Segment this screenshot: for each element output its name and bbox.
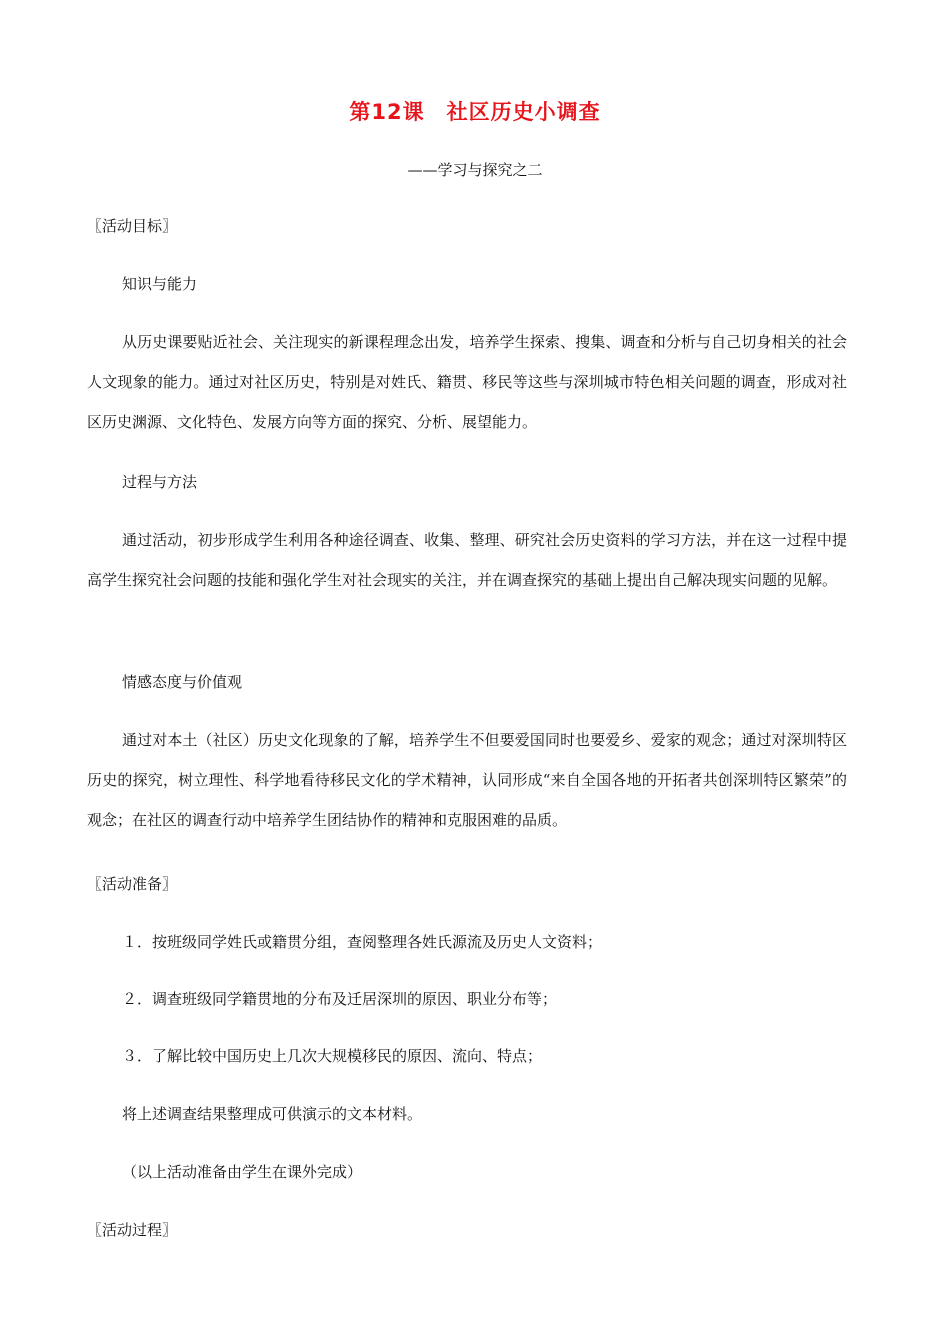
prep-note: （以上活动准备由学生在课外完成）: [122, 1163, 363, 1181]
section-heading-goal: 〖活动目标〗: [87, 217, 178, 235]
page-subtitle: ——学习与探究之二: [407, 161, 543, 179]
subheading-emotion: 情感态度与价值观: [122, 673, 243, 691]
section-heading-prep: 〖活动准备〗: [87, 875, 178, 893]
paragraph-method: 通过活动，初步形成学生利用各种途径调查、收集、整理、研究社会历史资料的学习方法，并在这一过程中提高学生探究社会问题的技能和强化学生对社会现实的关注，并在调查探究的基础上提出自己解决现实问题的见解。: [87, 531, 847, 589]
prep-item-3: ３．了解比较中国历史上几次大规模移民的原因、流向、特点；: [122, 1047, 543, 1065]
prep-item-2: ２．调查班级同学籍贯地的分布及迁居深圳的原因、职业分布等；: [122, 990, 558, 1008]
subheading-knowledge: 知识与能力: [122, 275, 198, 293]
paragraph-knowledge: 从历史课要贴近社会、关注现实的新课程理念出发，培养学生探索、搜集、调查和分析与自己切身相关的社会人文现象的能力。通过对社区历史，特别是对姓氏、籍贯、移民等这些与深圳城市特色相关问题的调查，形成对社区历史渊源、文化特色、发展方向等方面的探究、分析、展望能力。: [87, 333, 847, 431]
prep-item-1: １．按班级同学姓氏或籍贯分组，查阅整理各姓氏源流及历史人文资料；: [122, 933, 603, 951]
subheading-method: 过程与方法: [122, 473, 198, 491]
page-title: 第12课 社区历史小调查: [349, 100, 601, 124]
section-heading-process: 〖活动过程〗: [87, 1221, 178, 1239]
paragraph-emotion: 通过对本土（社区）历史文化现象的了解，培养学生不但要爱国同时也要爱乡、爱家的观念；通过对深圳特区历史的探究，树立理性、科学地看待移民文化的学术精神，认同形成“来自全国各地的开拓者共创深圳特区繁荣”的观念；在社区的调查行动中培养学生团结协作的精神和克服困难的品质。: [87, 731, 847, 829]
prep-summary: 将上述调查结果整理成可供演示的文本材料。: [122, 1105, 423, 1123]
